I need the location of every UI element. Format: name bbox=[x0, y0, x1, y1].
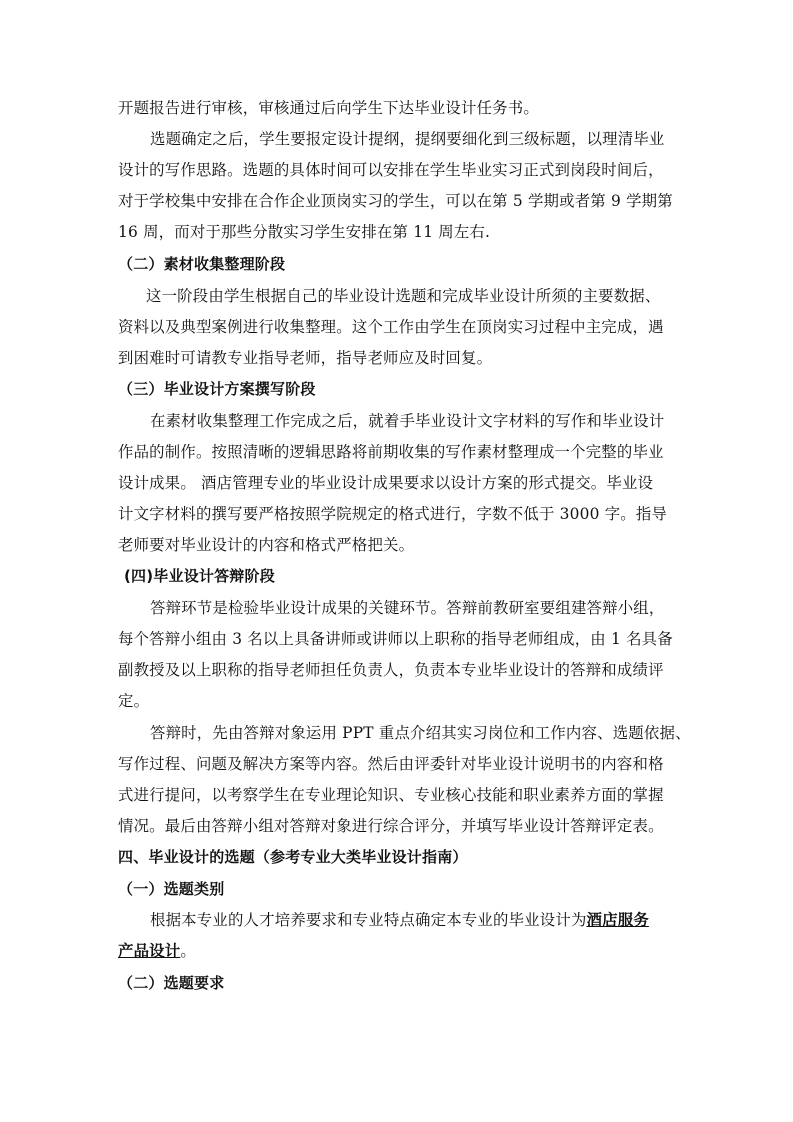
paragraph-line: 开题报告进行审核，审核通过后向学生下达毕业设计任务书。 bbox=[118, 99, 539, 117]
paragraph-line: 老师要对毕业设计的内容和格式严格把关。 bbox=[118, 536, 415, 554]
paragraph-text: 。 bbox=[180, 942, 196, 960]
paragraph-line: 情况。最后由答辩小组对答辩对象进行综合评分，并填写毕业设计答辩评定表。 bbox=[118, 817, 664, 835]
paragraph-line: 到困难时可请教专业指导老师，指导老师应及时回复。 bbox=[118, 349, 493, 367]
underlined-term: 产品设计 bbox=[118, 942, 181, 960]
paragraph-line: 写作过程、问题及解决方案等内容。然后由评委针对毕业设计说明书的内容和格 bbox=[118, 755, 664, 773]
paragraph-line: 每个答辩小组由 3 名以上具备讲师或讲师以上职称的指导老师组成，由 1 名具备 bbox=[118, 630, 673, 648]
section-heading: （一）选题类别 bbox=[118, 880, 225, 898]
section-heading: （二）选题要求 bbox=[118, 974, 225, 992]
paragraph-line: 设计的写作思路。选题的具体时间可以安排在学生毕业实习正式到岗段时间后， bbox=[118, 161, 664, 179]
paragraph-line: 这一阶段由学生根据自己的毕业设计选题和完成毕业设计所须的主要数据、 bbox=[146, 287, 661, 305]
chapter-heading: 四、毕业设计的选题（参考专业大类毕业设计指南） bbox=[118, 848, 468, 866]
paragraph-line: 对于学校集中安排在合作企业顶岗实习的学生，可以在第 5 学期或者第 9 学期第 bbox=[118, 192, 673, 210]
paragraph-line: 选题确定之后，学生要报定设计提纲，提纲要细化到三级标题，以理清毕业 bbox=[150, 130, 665, 148]
paragraph-line: 答辩环节是检验毕业设计成果的关键环节。答辩前教研室要组建答辩小组， bbox=[150, 599, 665, 617]
section-heading: (四)毕业设计答辩阶段 bbox=[124, 567, 275, 585]
section-heading: （三）毕业设计方案撰写阶段 bbox=[118, 380, 316, 398]
paragraph-line: 副教授及以上职称的指导老师担任负责人，负责本专业毕业设计的答辩和成绩评 bbox=[118, 661, 664, 679]
section-heading: （二）素材收集整理阶段 bbox=[118, 255, 286, 273]
paragraph-line: 作品的制作。按照清晰的逻辑思路将前期收集的写作素材整理成一个完整的毕业 bbox=[118, 443, 664, 461]
paragraph-line: 计文字材料的撰写要严格按照学院规定的格式进行，字数不低于 3000 字。指导 bbox=[118, 505, 668, 523]
underlined-term: 酒店服务 bbox=[586, 911, 649, 929]
paragraph-line: 设计成果。 酒店管理专业的毕业设计成果要求以设计方案的形式提交。毕业设 bbox=[118, 474, 654, 492]
paragraph-line: 答辩时，先由答辩对象运用 PPT 重点介绍其实习岗位和工作内容、选题依据、 bbox=[150, 724, 691, 742]
paragraph-text: 根据本专业的人才培养要求和专业特点确定本专业的毕业设计为 bbox=[150, 911, 587, 929]
paragraph-line: 资料以及典型案例进行收集整理。这个工作由学生在顶岗实习过程中主完成，遇 bbox=[118, 318, 664, 336]
paragraph-line: 式进行提问，以考察学生在专业理论知识、专业核心技能和职业素养方面的掌握 bbox=[118, 786, 664, 804]
paragraph-line: 在素材收集整理工作完成之后，就着手毕业设计文字材料的写作和毕业设计 bbox=[150, 412, 665, 430]
paragraph-line bbox=[118, 936, 196, 966]
paragraph-line: 16 周，而对于那些分散实习学生安排在第 11 周左右. bbox=[118, 223, 491, 241]
paragraph-line bbox=[150, 905, 649, 935]
paragraph-line: 定。 bbox=[118, 692, 150, 710]
